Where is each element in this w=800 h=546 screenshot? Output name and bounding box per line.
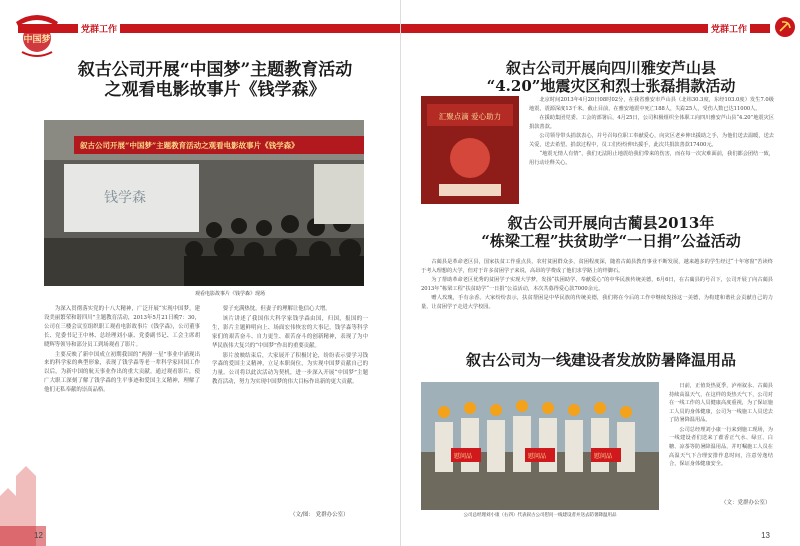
article3-title: 叙古公司为一线建设者发放防暑降温用品 [465, 351, 736, 369]
photo-caption: 观看电影故事片《钱学森》现场 [194, 291, 265, 297]
china-dream-ornament-icon [12, 12, 62, 58]
section-label: 党群工作 [78, 22, 120, 35]
body-column [669, 382, 773, 492]
photo-caption: 公司总经理刘小康（右四）代表叙古公司慰问一线建设者并送去防暑降温用品 [463, 513, 617, 518]
article1-body [529, 96, 774, 204]
page-number: 12 [34, 531, 43, 540]
paragraph: 公司总经理刘小康一行来到施工现场，为一线建设者们送来了藿香正气水、绿豆、白糖、凉茶等防暑降温用品，并叮嘱施工人员在高温天气下合理安排作息时间，注意劳逸结合，保证身体健康安全。 [669, 426, 773, 468]
banner-text: 慰问品 [454, 453, 473, 460]
article-title [60, 60, 370, 100]
title-line-1: 叙古公司开展向四川雅安芦山县 [505, 59, 716, 77]
body-column [529, 96, 774, 204]
paragraph: 主要反映了新中国成立初期我国的“两弹一星”事业中涌现出来的科学家的典型形象，表现了钱学森等老一辈科学家回国工作以后，为新中国的航天事业作出的重大贡献。通过观看影片，使广大职工深刻了解了钱学森的生平事迹和爱国主义精神，理解了他们无私奉献的崇高品格。 [44, 351, 200, 394]
page-number: 13 [761, 531, 770, 540]
title-line-1: 叙古公司开展“中国梦”主题教育活动 [77, 60, 353, 80]
paragraph: 北京时间2013年4月20日08时02分，在我省雅安市芦山县（北纬30.3度，东经103.0度）发生7.0级地震，震源深度13千米。截止目前，在雅安地震中死亡188人，失踪25人，受伤人数已达11000人。 [529, 97, 774, 112]
banner-text: 慰问品 [528, 453, 547, 460]
banner-text: 慰问品 [594, 453, 613, 460]
article2-body [421, 258, 773, 338]
poster-text: 汇聚点滴 爱心助力 [438, 112, 502, 121]
paragraph: 该片讲述了我国伟大科学家钱学森由国，归国，报国的一生，影片主题鲜明向上、场面宏伟恢宏的大事记，钱学森等科学家们的艰苦奋斗、自力更生、艰苦奋斗的创新精神，表现了为中华民族伟大复兴的“中国梦”作出的重要贡献。 [212, 315, 368, 349]
paragraph: 要子充满热忱，但妻子的理解让他信心大增。 [222, 306, 331, 312]
paragraph: “地震无情人有情”，我们无法阻止地震给我们带来的伤害，而在每一次灾难面前，我们都会团结一致，用行动诠释关心。 [529, 151, 774, 167]
workers-group-photo [421, 382, 659, 510]
body-column-left [44, 305, 200, 520]
title-line-1: 叙古公司开展向古蔺县2013年 [507, 214, 715, 232]
paragraph: 赠人玫瑰，手有余香。大家纷纷表示，扶贫帮困是中华民族的传统美德，我们将在今后的工作中继续发扬这一美德，为构建和谐社会贡献自己的力量，让贫困学子走进大学校园。 [421, 295, 773, 310]
article-body [44, 305, 368, 520]
paragraph: 公司领导带头捐款表心，并号召每位职工奉献爱心，向灾区老乡伸出援助之手，为他们送去温暖，送去关爱，送去希望。捐款过程中，员工们纷纷伸出援手，此次共捐款善款17400元。 [529, 133, 774, 148]
body-column [421, 258, 773, 338]
section-label: 党群工作 [708, 22, 750, 35]
paragraph: 影片放映结束后，大家展开了积极讨论，纷纷表示要学习钱学森的爱国主义精神，立足本职岗位，为实现中国梦贡献自己的力量。公司将以此次活动为契机，进一步深入开展“中国梦”主题教育活动，努力为实现中国梦的伟大目标作出新的更大贡献。 [212, 352, 368, 386]
tiananmen-skyline-icon [0, 436, 46, 546]
title-line-2: “4.20”地震灾区和烈士张磊捐款活动 [486, 76, 736, 95]
article3-body [669, 382, 773, 492]
article2-title [461, 215, 761, 250]
author-credit: （文/图： 党群办公室） [290, 512, 349, 518]
title-line-2: “栋梁工程”扶贫助学“一日捐”公益活动 [481, 231, 741, 250]
screening-photo [44, 120, 364, 286]
header-band [18, 24, 400, 33]
donation-poster-photo [421, 96, 519, 204]
paragraph: 为深入贯彻落实党的十八大精神，广泛开展“实现中国梦，建设美丽繁荣和谐四川”主题教育活动，2013年5月21日晚7：30，公司在三楼会议室组织职工观看电影故事片《钱学森》，公司董事长、党委书记王中林、总经理刘小康、党委副书记、工会主席胡晓辉等领导和部分员工到场观看了影片。 [44, 306, 200, 348]
body-column-right [212, 305, 368, 520]
paragraph: 日前，正值炎热夏季，泸州叙永、古蔺县持续高温天气，在这样的炎热天气下，公司对在一线工作的人员健康高度重视，为了保证施工人员的身体健康，公司为一线施工人员送去了防暑降温用品。 [669, 383, 773, 424]
screen-text: 钱学森 [104, 190, 146, 206]
article1-title [481, 60, 741, 95]
paragraph: 古蔺县是革命老区县，国家扶贫工作重点县，农村贫困群众多，贫困程度深，随着古蔺县教育事业不断发展，越来越多的学生经过“十年寒窗”苦读终于考入理想的大学，但对于许多贫困学子来说，高昂的学费成了他们求学路上的绊脚石。 [421, 259, 773, 274]
right-page [400, 0, 800, 546]
title-line-2: 之观看电影故事片《钱学森》 [104, 80, 326, 101]
paragraph: 在援助集团党委、工会的部署后，4月25日，公司积极组织全体职工向四川雅安芦山县“4.20”地震灾区捐款善款。 [529, 115, 774, 130]
party-emblem-icon [774, 16, 796, 38]
ornament-text: 中国梦 [23, 35, 51, 45]
photo-banner: 叙古公司开展“中国梦”主题教育活动之观看电影故事片《钱学森》 [80, 141, 299, 150]
author-credit: （文：党群办公室） [721, 500, 771, 506]
paragraph: 为了帮助革命老区优秀的贫困学子实现大学梦，发扬“扶困助学、奉献爱心”的中华民族传统美德，6月6日，在古蔺县的号召下，公司开展了向古蔺县2013年“栋梁工程”扶贫助学“一日捐”公益活动，本次共募得爱心款7000余元。 [421, 277, 773, 292]
